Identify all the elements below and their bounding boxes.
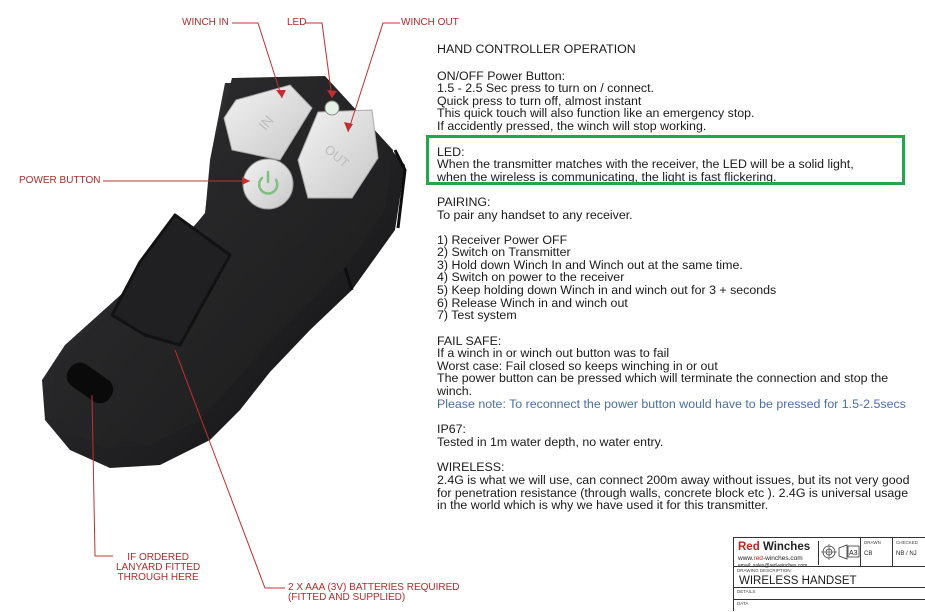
pairing-step: 6) Release Winch in and winch out	[437, 295, 628, 310]
pairing-step: 7) Test system	[437, 308, 517, 323]
led-line: when the wireless is communicating, the light is fast flickering.	[437, 169, 777, 184]
callout-batteries	[288, 583, 460, 603]
onoff-section	[437, 70, 917, 133]
operation-instructions	[437, 43, 917, 525]
pairing-step: 4) Switch on power to the receiver	[437, 270, 625, 285]
description-row	[734, 566, 925, 588]
callout-winch-out: WINCH OUT	[401, 17, 459, 28]
failsafe-para: The power button can be pressed which will terminate the connection and stop the winch.	[437, 371, 889, 399]
drawn-value: CB	[864, 551, 873, 557]
ip67-heading: IP67:	[437, 422, 466, 437]
failsafe-section	[437, 335, 917, 411]
data-label: DATA	[737, 601, 749, 606]
doc-title: HAND CONTROLLER OPERATION	[437, 42, 636, 56]
web-suffix: -winches.com	[762, 555, 803, 562]
wireless-para: 2.4G is what we will use, can connect 200m away without issues, but its not very good for penetration resistance (through walls, concrete block etc ). 2.4G is universal usage in the world which is why we have used it for this transmitter.	[437, 473, 910, 513]
pairing-step: 1) Receiver Power OFF	[437, 232, 568, 247]
checked-cell	[892, 538, 925, 566]
failsafe-line: Worst case: Fail closed so keeps winching in or out	[437, 358, 718, 373]
details-label: DETAILS	[737, 589, 756, 594]
led-heading: LED:	[437, 144, 465, 159]
desc-value: WIRELESS HANDSET	[739, 575, 857, 587]
pairing-step: 3) Hold down Winch In and Winch out at the same time.	[437, 257, 743, 272]
onoff-line: Quick press to turn off, almost instant	[437, 93, 642, 108]
callout-led: LED	[287, 17, 307, 28]
onoff-line: This quick touch will also function like an emergency stop.	[437, 106, 755, 121]
callout-lanyard-line: THROUGH HERE	[117, 572, 199, 583]
pairing-step: 2) Switch on Transmitter	[437, 245, 571, 260]
checked-label: CHECKED	[896, 540, 919, 545]
ip67-section	[437, 423, 917, 448]
web-red: red	[753, 555, 763, 562]
callout-batteries-line: (FITTED AND SUPPLIED)	[288, 592, 406, 603]
callout-lanyard-line: IF ORDERED	[127, 552, 189, 563]
callout-batteries-line: 2 X AAA (3V) BATTERIES REQUIRED	[288, 582, 460, 593]
onoff-line: 1.5 - 2.5 Sec press to turn on / connect.	[437, 81, 654, 96]
in-label: IN	[255, 112, 277, 134]
website	[738, 555, 803, 562]
ip67-line: Tested in 1m water depth, no water entry.	[437, 434, 664, 449]
out-label: OUT	[321, 141, 353, 171]
onoff-heading: ON/OFF Power Button:	[437, 68, 566, 83]
sheet-size: A3	[849, 550, 858, 557]
drawn-label: DRAWN	[864, 540, 881, 545]
callout-power-button: POWER BUTTON	[19, 175, 101, 186]
projection-symbol	[818, 541, 861, 565]
desc-label: DRAWING DESCRIPTION:	[737, 568, 792, 573]
failsafe-note: Please note: To reconnect the power button would have to be pressed for 1.5-2.5secs	[437, 396, 906, 411]
callout-winch-in: WINCH IN	[182, 17, 229, 28]
drawn-cell	[860, 538, 893, 566]
data-row	[734, 599, 925, 612]
callout-lanyard-line: LANYARD FITTED	[116, 562, 201, 573]
led-highlight-box	[426, 135, 905, 185]
brand-red: Red	[738, 541, 760, 553]
pairing-heading: PAIRING:	[437, 195, 491, 210]
pairing-section	[437, 196, 917, 321]
onoff-line: If accidently pressed, the winch will stop working.	[437, 118, 707, 133]
failsafe-heading: FAIL SAFE:	[437, 333, 502, 348]
web-prefix: www.	[738, 555, 754, 562]
led-line: When the transmitter matches with the receiver, the LED will be a solid light,	[437, 157, 854, 172]
wireless-heading: WIRELESS:	[437, 460, 505, 475]
failsafe-line: If a winch in or winch out button was to fail	[437, 346, 670, 361]
callout-lanyard	[116, 553, 200, 583]
handset-illustration	[0, 0, 430, 610]
checked-value: NB / NJ	[896, 551, 917, 557]
drawing-title-block	[733, 537, 925, 611]
email: email: sales@red-winches.com	[738, 563, 808, 569]
brand-logo	[738, 541, 810, 553]
pairing-intro: To pair any handset to any receiver.	[437, 207, 633, 222]
power-button[interactable]	[243, 159, 293, 209]
pairing-step: 5) Keep holding down Winch in and winch out for 3 + seconds	[437, 282, 777, 297]
brand-black: Winches	[762, 541, 811, 553]
led-indicator	[325, 101, 339, 115]
wireless-section	[437, 461, 917, 511]
